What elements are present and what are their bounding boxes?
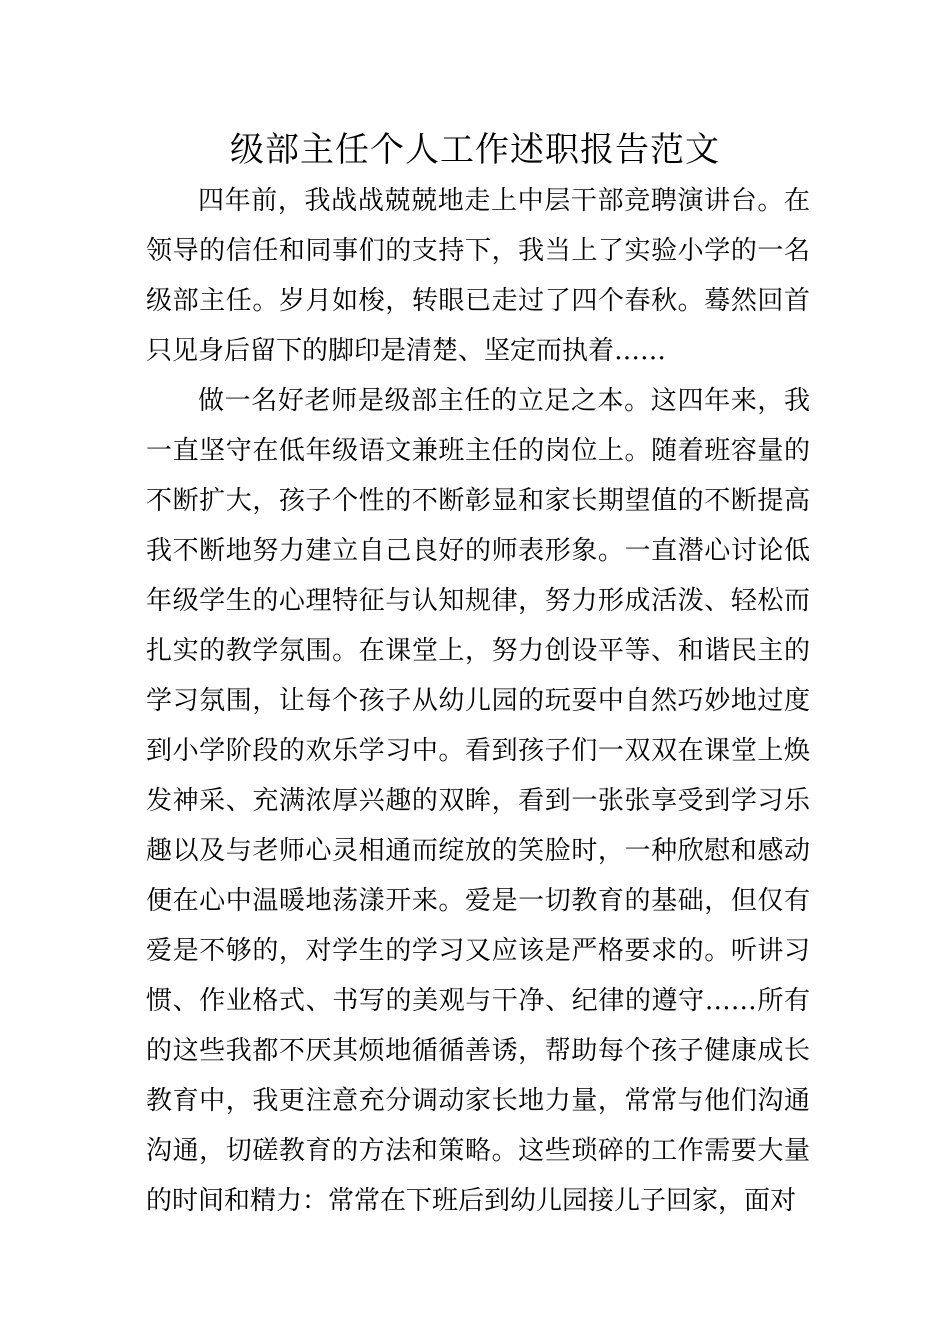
document-body: [146, 176, 810, 1226]
paragraph-1: 四年前，我战战兢兢地走上中层干部竞聘演讲台。在领导的信任和同事们的支持下，我当上了实验小学的一名级部主任。岁月如梭，转眼已走过了四个春秋。蓦然回首只见身后留下的脚印是清楚、坚定而执着……: [146, 186, 810, 366]
document-title: 级部主任个人工作述职报告范文: [230, 130, 720, 170]
paragraph-2: 做一名好老师是级部主任的立足之本。这四年来，我一直坚守在低年级语文兼班主任的岗位上。随着班容量的不断扩大，孩子个性的不断彰显和家长期望值的不断提高我不断地努力建立自己良好的师表形象。一直潜心讨论低年级学生的心理特征与认知规律，努力形成活泼、轻松而扎实的教学氛围。在课堂上，努力创设平等、和谐民主的学习氛围，让每个孩子从幼儿园的玩耍中自然巧妙地过度到小学阶段的欢乐学习中。看到孩子们一双双在课堂上焕发神采、充满浓厚兴趣的双眸，看到一张张享受到学习乐趣以及与老师心灵相通而绽放的笑脸时，一种欣慰和感动便在心中温暖地荡漾开来。爱是一切教育的基础，但仅有爱是不够的，对学生的学习又应该是严格要求的。听讲习惯、作业格式、书写的美观与干净、纪律的遵守……所有的这些我都不厌其烦地循循善诱，帮助每个孩子健康成长教育中，我更注意充分调动家长地力量，常常与他们沟通沟通，切磋教育的方法和策略。这些琐碎的工作需要大量的时间和精力：常常在下班后到幼儿园接儿子回家，面对: [146, 386, 810, 1216]
